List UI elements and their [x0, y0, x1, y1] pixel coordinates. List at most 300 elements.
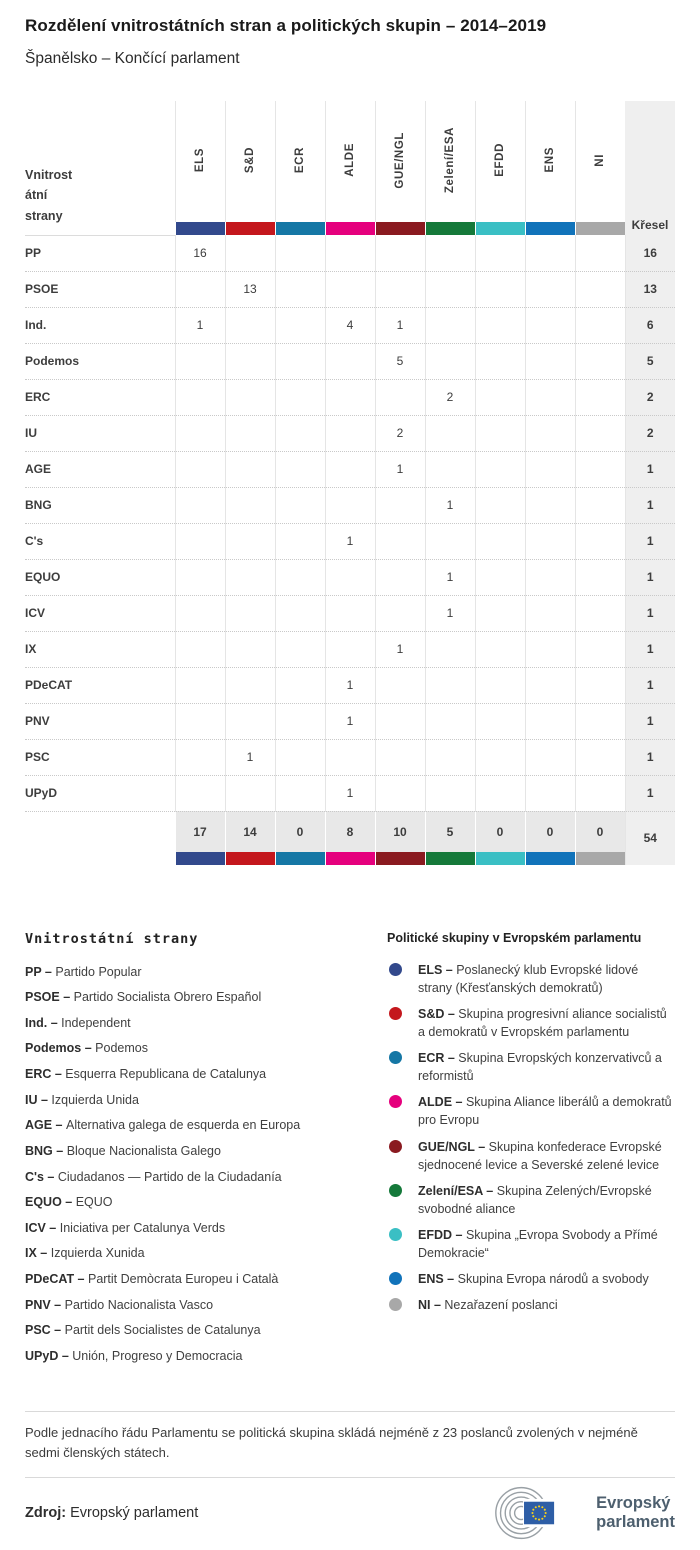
seat-count-cell [525, 271, 575, 307]
group-legend-item [387, 1296, 675, 1314]
party-abbr: IU – [25, 1092, 52, 1107]
party-legend-item [25, 1296, 387, 1314]
row-seats-total: 13 [625, 271, 675, 307]
seat-count-cell [575, 739, 625, 775]
table-body [25, 235, 675, 865]
seat-count-cell [275, 343, 325, 379]
seat-count-cell [275, 487, 325, 523]
seat-count-cell [525, 415, 575, 451]
seat-count-cell [425, 271, 475, 307]
table-row [25, 235, 675, 271]
seat-count-cell: 1 [375, 307, 425, 343]
row-seats-total: 1 [625, 451, 675, 487]
seat-count-cell [275, 523, 325, 559]
table-row [25, 775, 675, 811]
group-name: Skupina Evropských konzervativců a reformistů [418, 1051, 662, 1084]
seat-count-cell [225, 487, 275, 523]
party-name: Partido Popular [55, 964, 142, 979]
page-title: Rozdělení vnitrostátních stran a politických skupin – 2014–2019 [25, 16, 547, 35]
seat-count-cell [425, 307, 475, 343]
column-total: 5 [425, 811, 475, 852]
seat-count-cell [475, 559, 525, 595]
group-name: Skupina Evropa národů a svobody [457, 1272, 649, 1287]
group-header-label: S&D [244, 146, 256, 174]
party-abbr: BNG – [25, 1143, 67, 1158]
seat-count-cell [175, 271, 225, 307]
seat-count-cell [275, 451, 325, 487]
party-label: IU [25, 415, 175, 451]
row-header-line: Vnitrost [25, 167, 73, 182]
party-name: Partit dels Socialistes de Catalunya [64, 1323, 261, 1338]
group-color-bar [425, 222, 475, 235]
seat-count-cell: 13 [225, 271, 275, 307]
party-name: EQUO [75, 1195, 113, 1210]
seat-count-cell [525, 739, 575, 775]
seat-count-cell [375, 487, 425, 523]
page-subtitle: Španělsko – Končící parlament [25, 50, 240, 67]
party-abbr: PSC – [25, 1323, 65, 1338]
totals-row [25, 811, 675, 852]
seat-count-cell [325, 379, 375, 415]
seat-count-cell [175, 775, 225, 811]
seat-count-cell [275, 595, 325, 631]
party-abbr: ERC – [25, 1067, 66, 1081]
row-seats-total: 1 [625, 739, 675, 775]
seat-count-cell [175, 487, 225, 523]
party-label: PP [25, 246, 42, 260]
seat-count-cell [425, 523, 475, 559]
seat-count-cell [225, 703, 275, 739]
group-color-bar [225, 852, 275, 865]
group-color-bar [325, 852, 375, 865]
table-row [25, 451, 675, 487]
group-color-bar [225, 222, 275, 235]
group-abbr: EFDD – [418, 1228, 466, 1242]
seat-count-cell [525, 703, 575, 739]
party-label: EQUO [25, 559, 175, 595]
group-legend-item [387, 1093, 675, 1129]
group-abbr: Zelení/ESA – [418, 1183, 497, 1198]
seat-count-cell [475, 595, 525, 631]
grand-total-seats: 54 [625, 811, 675, 865]
group-column-header [375, 101, 425, 222]
group-column-header [225, 101, 275, 222]
table-row [25, 307, 675, 343]
table-row [25, 271, 675, 307]
seat-count-cell [575, 307, 625, 343]
group-color-bar [275, 222, 325, 235]
group-column-header [425, 101, 475, 222]
group-column-header [175, 101, 225, 222]
seat-count-cell [575, 271, 625, 307]
column-total: 0 [275, 811, 325, 852]
seat-count-cell [275, 739, 325, 775]
parties-legend [25, 931, 387, 1373]
row-seats-total: 1 [625, 631, 675, 667]
seat-count-cell: 2 [425, 379, 475, 415]
parties-legend-heading: Vnitrostátní strany [25, 930, 199, 947]
group-header-label: ENS [544, 147, 556, 173]
group-legend-item [387, 1270, 675, 1288]
seat-count-cell [275, 559, 325, 595]
seat-count-cell [175, 631, 225, 667]
row-seats-total: 16 [625, 235, 675, 271]
seat-count-cell [225, 451, 275, 487]
seat-count-cell [375, 775, 425, 811]
seat-count-cell [225, 595, 275, 631]
party-legend-item [25, 1270, 387, 1288]
group-header-label: ELS [194, 147, 206, 173]
seat-count-cell [325, 739, 375, 775]
group-header-label: GUE/NGL [394, 131, 406, 189]
seat-count-cell [425, 631, 475, 667]
seat-count-cell [325, 487, 375, 523]
party-name: Bloque Nacionalista Galego [66, 1143, 221, 1158]
party-label: Podemos [25, 343, 175, 379]
seat-count-cell [575, 595, 625, 631]
seat-count-cell [375, 523, 425, 559]
seat-count-cell [425, 775, 475, 811]
group-abbr: ECR – [418, 1051, 459, 1065]
parties-legend-list [25, 963, 387, 1366]
row-seats-total: 1 [625, 595, 675, 631]
seat-count-cell [325, 415, 375, 451]
seat-count-cell [575, 703, 625, 739]
seat-count-cell [475, 307, 525, 343]
seat-count-cell [375, 595, 425, 631]
seat-count-cell [325, 451, 375, 487]
source-row [25, 1484, 675, 1550]
party-label: PDeCAT [25, 667, 175, 703]
group-abbr: ALDE – [418, 1095, 466, 1110]
party-legend-item [25, 1091, 387, 1109]
seat-count-cell [225, 667, 275, 703]
party-legend-item [25, 963, 387, 981]
party-abbr: IX – [25, 1246, 51, 1261]
party-label: ERC [25, 379, 175, 415]
seat-count-cell [525, 559, 575, 595]
seat-count-cell: 16 [175, 235, 225, 271]
seat-count-cell: 1 [225, 739, 275, 775]
column-total: 14 [225, 811, 275, 852]
party-name: Independent [61, 1015, 131, 1030]
group-color-bar [575, 222, 625, 235]
seat-count-cell [275, 775, 325, 811]
seat-count-cell [525, 307, 575, 343]
party-name: Partit Demòcrata Europeu i Català [87, 1272, 279, 1286]
seat-count-cell [525, 451, 575, 487]
seat-count-cell [175, 595, 225, 631]
seat-count-cell [575, 415, 625, 451]
seat-count-cell [275, 415, 325, 451]
party-abbr: AGE – [25, 1118, 66, 1133]
party-legend-item [25, 1142, 387, 1160]
group-header-label: Zelení/ESA [444, 126, 456, 194]
party-abbr: PNV – [25, 1297, 65, 1312]
seat-count-cell [225, 235, 275, 271]
seat-count-cell [475, 343, 525, 379]
column-total: 8 [325, 811, 375, 852]
group-color-dot [389, 1184, 402, 1197]
seat-count-cell [275, 379, 325, 415]
seats-column-header: Křesel [625, 101, 675, 235]
party-label: PNV [25, 703, 175, 739]
group-legend-item [387, 1138, 675, 1174]
seat-count-cell [325, 595, 375, 631]
seat-count-cell: 1 [425, 595, 475, 631]
party-name: Esquerra Republicana de Catalunya [65, 1067, 267, 1081]
group-color-bar [425, 852, 475, 865]
seats-table [25, 101, 675, 865]
row-seats-total: 1 [625, 487, 675, 523]
table-row [25, 343, 675, 379]
seat-count-cell [275, 271, 325, 307]
seat-count-cell: 1 [175, 307, 225, 343]
group-name: Skupina Aliance liberálů a demokratů pro Evropu [418, 1095, 672, 1128]
row-header-label [25, 101, 175, 235]
seat-count-cell [575, 235, 625, 271]
seat-count-cell [225, 559, 275, 595]
party-label: BNG [25, 487, 175, 523]
seat-count-cell [475, 451, 525, 487]
seat-count-cell [525, 235, 575, 271]
seat-count-cell [175, 415, 225, 451]
group-column-header [475, 101, 525, 222]
party-abbr: UPyD – [25, 1348, 73, 1363]
seat-count-cell [475, 523, 525, 559]
seat-count-cell: 1 [325, 667, 375, 703]
party-legend-item [25, 1193, 387, 1211]
party-name: Partido Nacionalista Vasco [64, 1297, 214, 1312]
group-color-bar [475, 852, 525, 865]
seat-count-cell: 1 [425, 487, 475, 523]
seat-count-cell [175, 559, 225, 595]
table-row [25, 559, 675, 595]
seat-count-cell [225, 307, 275, 343]
source-label: Zdroj: [25, 1505, 67, 1522]
seat-count-cell: 1 [425, 559, 475, 595]
group-color-dot [389, 1272, 402, 1285]
party-legend-item [25, 1168, 387, 1186]
group-color-bar [525, 222, 575, 235]
group-legend-item [387, 1182, 675, 1218]
party-label: C's [25, 523, 175, 559]
table-header [25, 101, 675, 235]
group-column-header [525, 101, 575, 222]
row-seats-total: 2 [625, 415, 675, 451]
group-color-dot [389, 1051, 402, 1064]
seat-count-cell [475, 775, 525, 811]
seat-count-cell [175, 703, 225, 739]
group-abbr: ELS – [418, 962, 457, 977]
party-label: IX [25, 631, 175, 667]
seat-count-cell [575, 667, 625, 703]
seat-count-cell [325, 343, 375, 379]
seat-count-cell [475, 235, 525, 271]
seat-count-cell [475, 631, 525, 667]
seat-count-cell [225, 775, 275, 811]
legend-section [25, 931, 675, 1373]
table-row [25, 667, 675, 703]
seat-count-cell [475, 703, 525, 739]
group-color-dot [389, 1140, 402, 1153]
group-abbr: NI – [418, 1298, 445, 1313]
row-header-line: átní [25, 188, 48, 203]
party-abbr: Ind. – [25, 1015, 62, 1030]
logo-wordmark: Evropský parlament [596, 1494, 675, 1532]
seat-count-cell [475, 271, 525, 307]
seat-count-cell [375, 739, 425, 775]
row-seats-total: 1 [625, 523, 675, 559]
party-label: Ind. [25, 307, 175, 343]
party-legend-item [25, 1244, 387, 1262]
groups-legend [387, 931, 675, 1373]
group-color-dot [389, 1095, 402, 1108]
seat-count-cell [525, 775, 575, 811]
seat-count-cell [475, 415, 525, 451]
party-abbr: C's – [25, 1169, 58, 1184]
group-legend-item [387, 961, 675, 997]
party-legend-item [25, 1014, 387, 1032]
party-abbr: Podemos – [25, 1041, 96, 1056]
group-header-label: ALDE [344, 143, 356, 177]
infographic-page [0, 16, 700, 1550]
group-color-bar [475, 222, 525, 235]
table-row [25, 703, 675, 739]
group-color-bar [175, 222, 225, 235]
group-column-header [575, 101, 625, 222]
party-abbr: PP – [25, 964, 56, 979]
party-name: Ciudadanos — Partido de la Ciudadanía [57, 1169, 282, 1184]
seat-count-cell [325, 559, 375, 595]
seat-count-cell [575, 487, 625, 523]
seat-count-cell [525, 379, 575, 415]
seat-count-cell [225, 379, 275, 415]
group-header-label: EFDD [494, 143, 506, 177]
seat-count-cell [175, 379, 225, 415]
column-total: 17 [175, 811, 225, 852]
groups-legend-heading: Politické skupiny v Evropském parlamentu [387, 930, 642, 945]
seat-count-cell [425, 451, 475, 487]
group-column-header [275, 101, 325, 222]
group-color-bar [375, 222, 425, 235]
seat-count-cell [575, 451, 625, 487]
party-name: Alternativa galega de esquerda en Europa [66, 1118, 301, 1133]
party-label: AGE [25, 451, 175, 487]
row-seats-total: 6 [625, 307, 675, 343]
group-color-bar [525, 852, 575, 865]
party-label: UPyD [25, 775, 175, 811]
group-header-label: NI [594, 153, 607, 167]
seat-count-cell [275, 667, 325, 703]
party-name: Partido Socialista Obrero Español [73, 990, 262, 1005]
seat-count-cell [375, 271, 425, 307]
seat-count-cell [525, 595, 575, 631]
seat-count-cell [325, 271, 375, 307]
seat-count-cell [475, 739, 525, 775]
table-row [25, 379, 675, 415]
group-color-bar [325, 222, 375, 235]
group-color-dot [389, 1298, 402, 1311]
seat-count-cell [175, 343, 225, 379]
seat-count-cell [425, 739, 475, 775]
seat-count-cell [225, 415, 275, 451]
table-row [25, 739, 675, 775]
column-total: 0 [575, 811, 625, 852]
seat-count-cell [175, 523, 225, 559]
seat-count-cell [175, 451, 225, 487]
footnote-text: Podle jednacího řádu Parlamentu se politická skupina skládá nejméně z 23 poslanců zvolených v nejméně sedmi členských státech. [25, 1424, 638, 1461]
row-seats-total: 1 [625, 559, 675, 595]
seat-count-cell [575, 523, 625, 559]
seat-count-cell [575, 775, 625, 811]
seat-count-cell [425, 703, 475, 739]
seat-count-cell [375, 379, 425, 415]
seat-count-cell: 5 [375, 343, 425, 379]
party-abbr: EQUO – [25, 1195, 76, 1210]
table-header-row [25, 101, 675, 222]
group-abbr: S&D – [418, 1006, 459, 1021]
group-color-dot [389, 1007, 402, 1020]
column-total: 0 [525, 811, 575, 852]
group-abbr: GUE/NGL – [418, 1139, 489, 1154]
seat-count-cell [225, 343, 275, 379]
seat-count-cell [225, 631, 275, 667]
group-name: Nezařazení poslanci [444, 1298, 558, 1313]
seat-count-cell [575, 379, 625, 415]
table-row [25, 415, 675, 451]
seat-count-cell [375, 667, 425, 703]
party-legend-item [25, 1347, 387, 1365]
seat-count-cell [175, 667, 225, 703]
table-row [25, 487, 675, 523]
seat-count-cell: 1 [325, 523, 375, 559]
seat-count-cell [275, 307, 325, 343]
seat-count-cell [275, 235, 325, 271]
seat-count-cell [275, 703, 325, 739]
seat-count-cell [475, 667, 525, 703]
seat-count-cell [175, 739, 225, 775]
totals-row-label [25, 811, 175, 865]
group-legend-item [387, 1005, 675, 1041]
party-legend-item [25, 1321, 387, 1339]
seat-count-cell [525, 343, 575, 379]
seat-count-cell [525, 523, 575, 559]
seat-count-cell [525, 631, 575, 667]
party-legend-item [25, 1116, 387, 1134]
group-name: Skupina Zelených/Evropské svobodné aliance [418, 1183, 652, 1216]
party-name: Izquierda Unida [51, 1092, 139, 1107]
column-total: 10 [375, 811, 425, 852]
seat-count-cell [475, 487, 525, 523]
seat-count-cell: 2 [375, 415, 425, 451]
row-seats-total: 5 [625, 343, 675, 379]
party-abbr: PDeCAT – [25, 1272, 88, 1286]
seat-count-cell [325, 631, 375, 667]
row-seats-total: 1 [625, 775, 675, 811]
hemicycle-flag-icon [493, 1484, 587, 1542]
group-abbr: ENS – [418, 1272, 458, 1287]
seat-count-cell [425, 667, 475, 703]
seat-count-cell [425, 343, 475, 379]
group-color-bar [575, 852, 625, 865]
seat-count-cell [525, 667, 575, 703]
party-label: ICV [25, 595, 175, 631]
table-row [25, 523, 675, 559]
source-value: Evropský parlament [70, 1505, 199, 1522]
seat-count-cell [575, 631, 625, 667]
groups-legend-list [387, 961, 675, 1315]
